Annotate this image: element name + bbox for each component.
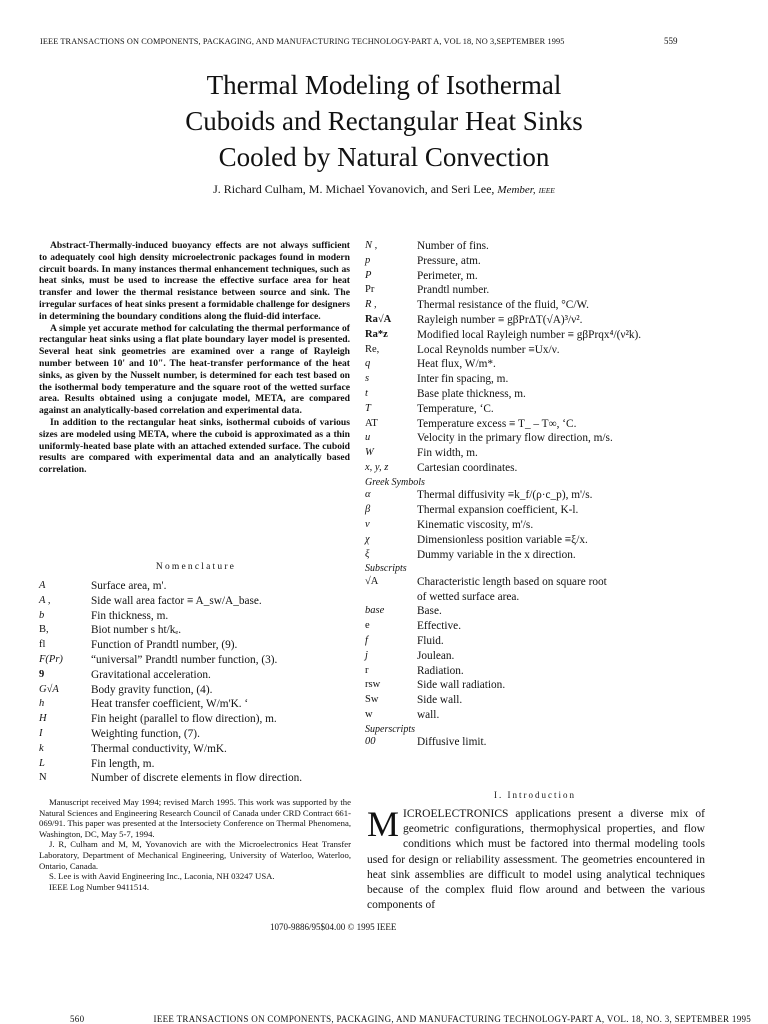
symbol: F(Pr) <box>39 654 63 665</box>
symbol: T <box>365 402 371 414</box>
symbol: W <box>365 447 374 459</box>
definition: Radiation. <box>417 664 464 677</box>
symbol: rsw <box>365 679 381 691</box>
symbol: N <box>39 772 47 784</box>
abstract-paragraph: Abstract-Thermally-induced buoyancy effects are not always sufficient to adequately cool high density microelectronic packages found in modern circuit boards. In many instances thermal enhancement techniques, such as heat sinks, must be used to increase the effective surface area for heat transfer and lower the thermal resistance between source and sink. The irregular surfaces of heat sinks present a formidable challenge for designers in determining the boundary conditions along the fluid-did interface. <box>39 240 350 322</box>
symbol: b <box>39 609 45 621</box>
definition: Surface area, m'. <box>91 580 167 592</box>
running-header: IEEE TRANSACTIONS ON COMPONENTS, PACKAGING, AND MANUFACTURING TECHNOLOGY-PART A, VOL 18, NO 3,SEPTEMBER 1995 <box>40 37 565 46</box>
symbol: I <box>39 728 43 739</box>
definition: Fin length, m. <box>91 757 155 770</box>
definition: wall. <box>417 709 440 721</box>
symbol: s <box>365 373 370 385</box>
definition: Diffusive limit. <box>417 736 487 749</box>
definition: Side wall area factor ≡ A_sw/A_base. <box>91 594 262 607</box>
symbol: β <box>365 504 371 516</box>
definition: Rayleigh number ≡ gβPrΔT(√A)³/ν². <box>417 314 583 326</box>
definition: Temperature, ‘C. <box>417 402 494 415</box>
symbol: AT <box>365 417 378 429</box>
author-membership: Member, <box>497 184 536 196</box>
definition: Characteristic length based on square root <box>417 575 607 588</box>
footnote-log-number: IEEE Log Number 9411514. <box>49 881 150 892</box>
definition: Fin height (parallel to flow direction), m. <box>91 713 277 726</box>
symbol: Sw <box>365 694 379 706</box>
symbol: f <box>365 635 368 646</box>
definition: Side wall radiation. <box>417 679 506 692</box>
abstract-paragraph: A simple yet accurate method for calculating the thermal performance of rectangular heat sinks using a flat plate boundary layer model is presented. Several heat sink geometries are examined over a range of Rayleigh number between 10' and 10". The heat-transfer performance of the heat sinks, as given by the Nusselt number, is determined for each test based on the isothermal body temperature and the square root of the wetted surface area. Results obtained using a conjugate model, META, are compared against an analytically-based correlation and experimental data. <box>39 322 350 417</box>
definition: Thermal conductivity, W/mK. <box>91 742 227 755</box>
definition: Prandtl number. <box>417 284 490 297</box>
symbol: α <box>365 489 371 501</box>
symbol: u <box>365 432 371 444</box>
symbol: t <box>365 388 368 399</box>
section-heading-introduction: I. Introduction <box>494 790 576 800</box>
nomenclature-right-column <box>365 240 710 780</box>
definition: Temperature excess ≡ T_ – T∞, ‘C. <box>417 417 577 430</box>
introduction-text: ICROELECTRONICS applications present a diverse mix of geometric configurations, thermophysical properties, and flow conditions which must be factored into thermal modeling tools used for design or reliability assessment. The geometries encountered in heat sink assemblies are difficult to model using analytical techniques because of the complex fluid flow around and between the various components of <box>367 808 705 912</box>
definition: Heat flux, W/m*. <box>417 358 496 371</box>
nomenclature-left-column <box>39 580 351 790</box>
symbol: p <box>365 254 371 266</box>
symbol: Pr <box>365 284 375 296</box>
definition: Thermal expansion coefficient, K-l. <box>417 504 579 517</box>
next-page-journal: IEEE TRANSACTIONS ON COMPONENTS, PACKAGING, AND MANUFACTURING TECHNOLOGY-PART A, VOL. 18, NO. 3, SEPTEMBER 1995 <box>153 1014 752 1024</box>
symbol: A , <box>39 594 51 606</box>
definition: Local Reynolds number ≡Ux/ν. <box>417 343 560 356</box>
symbol: N , <box>365 240 378 251</box>
symbol: k <box>39 742 44 754</box>
footnote-affiliation: S. Lee is with Aavid Engineering Inc., Laconia, NH 03247 USA. <box>49 871 275 882</box>
definition: Fin width, m. <box>417 447 478 460</box>
symbol: base <box>365 605 385 617</box>
symbol: B, <box>39 624 49 636</box>
superscripts-heading: Superscripts <box>365 723 415 735</box>
definition: Number of fins. <box>417 240 489 252</box>
definition: Velocity in the primary flow direction, m/s. <box>417 432 613 445</box>
definition: Gravitational acceleration. <box>91 668 211 681</box>
definition: Heat transfer coefficient, W/m'K. ‘ <box>91 698 249 711</box>
definition: Side wall. <box>417 694 463 707</box>
title-line-1: Thermal Modeling of Isothermal <box>206 70 562 100</box>
symbol: x, y, z <box>365 462 389 473</box>
symbol: χ <box>365 533 370 545</box>
definition: Dummy variable in the x direction. <box>417 548 576 561</box>
footnote-affiliation: J. R, Culham and M, M, Yovanovich are with the Microelectronics Heat Transfer Laboratory, Department of Mechanical Engineering, University of Waterloo, Waterloo, Ontario, Canada. <box>39 839 351 871</box>
symbol: r <box>365 664 369 676</box>
drop-cap: M <box>367 804 400 844</box>
symbol: P <box>365 269 372 281</box>
symbol: Ra√A <box>365 314 392 325</box>
abstract-paragraph: In addition to the rectangular heat sinks, isothermal cuboids of various sizes are modeled using META, where the cuboid is approximated as a thin uniformly-heated base plate with an attached extended surface. The cuboid results are compared with experimental data and an analytically based correlation. <box>39 416 350 476</box>
subscripts-heading: Subscripts <box>365 563 407 575</box>
definition: Dimensionless position variable ≡ξ/x. <box>417 533 588 546</box>
symbol: √A <box>365 575 379 587</box>
definition: Function of Prandtl number, (9). <box>91 639 238 652</box>
definition: Weighting function, (7). <box>91 728 200 740</box>
definition: Base plate thickness, m. <box>417 388 526 400</box>
definition: Kinematic viscosity, m'/s. <box>417 518 534 531</box>
definition: Pressure, atm. <box>417 254 481 267</box>
symbol: h <box>39 698 45 710</box>
symbol: G√A <box>39 683 59 695</box>
symbol: 00 <box>365 736 376 748</box>
definition: Modified local Rayleigh number ≡ gβPrqx⁴/(ν²k). <box>417 328 642 341</box>
next-page-number: 560 <box>70 1014 85 1024</box>
symbol: H <box>39 713 47 725</box>
definition: Joulean. <box>417 649 455 662</box>
definition: of wetted surface area. <box>417 590 520 603</box>
definition: Thermal diffusivity ≡k_f/(ρ·c_p), m'/s. <box>417 489 593 502</box>
definition: “universal” Prandtl number function, (3). <box>91 654 278 666</box>
symbol: w <box>365 709 373 720</box>
nomenclature-heading: Nomenclature <box>155 562 237 572</box>
definition: Thermal resistance of the fluid, °C/W. <box>417 299 589 312</box>
definition: Cartesian coordinates. <box>417 462 518 474</box>
symbol: fl <box>39 639 46 651</box>
symbol: A <box>39 580 46 591</box>
symbol: ξ <box>365 548 370 560</box>
symbol: R , <box>365 299 377 311</box>
definition: Perimeter, m. <box>417 269 478 282</box>
symbol: j <box>365 649 368 661</box>
footnote-received: Manuscript received May 1994; revised March 1995. This work was supported by the Natural Sciences and Engineering Research Council of Canada under CRD Contract 661-069/91. This paper was presented at the Intersociety Conference on Thermal Phenomena, Washington, DC, May 5-7, 1994. <box>39 797 351 839</box>
symbol: q <box>365 358 371 370</box>
symbol: e <box>365 620 370 632</box>
symbol: L <box>39 757 45 769</box>
title-line-3: Cooled by Natural Convection <box>218 142 550 172</box>
symbol: Ra*z <box>365 328 388 340</box>
page-number: 559 <box>664 36 678 46</box>
symbol: 9 <box>39 668 45 680</box>
definition: Body gravity function, (4). <box>91 683 213 696</box>
definition: Base. <box>417 605 442 618</box>
definition: Biot number s ht/kₑ. <box>91 624 182 637</box>
paper-title <box>80 67 688 175</box>
definition: Fin thickness, m. <box>91 609 169 622</box>
symbol: Re, <box>365 343 380 355</box>
definition: Number of discrete elements in flow direction. <box>91 772 303 785</box>
greek-symbols-heading: Greek Symbols <box>365 476 425 488</box>
definition: Effective. <box>417 620 462 633</box>
footnotes <box>39 797 351 892</box>
copyright-line: 1070-9886/95$04.00 © 1995 IEEE <box>270 922 397 932</box>
author-society: IEEE <box>538 186 555 195</box>
author-names: J. Richard Culham, M. Michael Yovanovich, and Seri Lee, <box>213 182 495 196</box>
next-page-header <box>70 1014 751 1024</box>
symbol: ν <box>365 518 370 530</box>
abstract <box>39 240 350 476</box>
definition: Inter fin spacing, m. <box>417 373 509 386</box>
introduction-body <box>367 804 705 913</box>
definition: Fluid. <box>417 635 444 647</box>
author-line <box>80 182 688 197</box>
title-line-2: Cuboids and Rectangular Heat Sinks <box>185 106 583 136</box>
